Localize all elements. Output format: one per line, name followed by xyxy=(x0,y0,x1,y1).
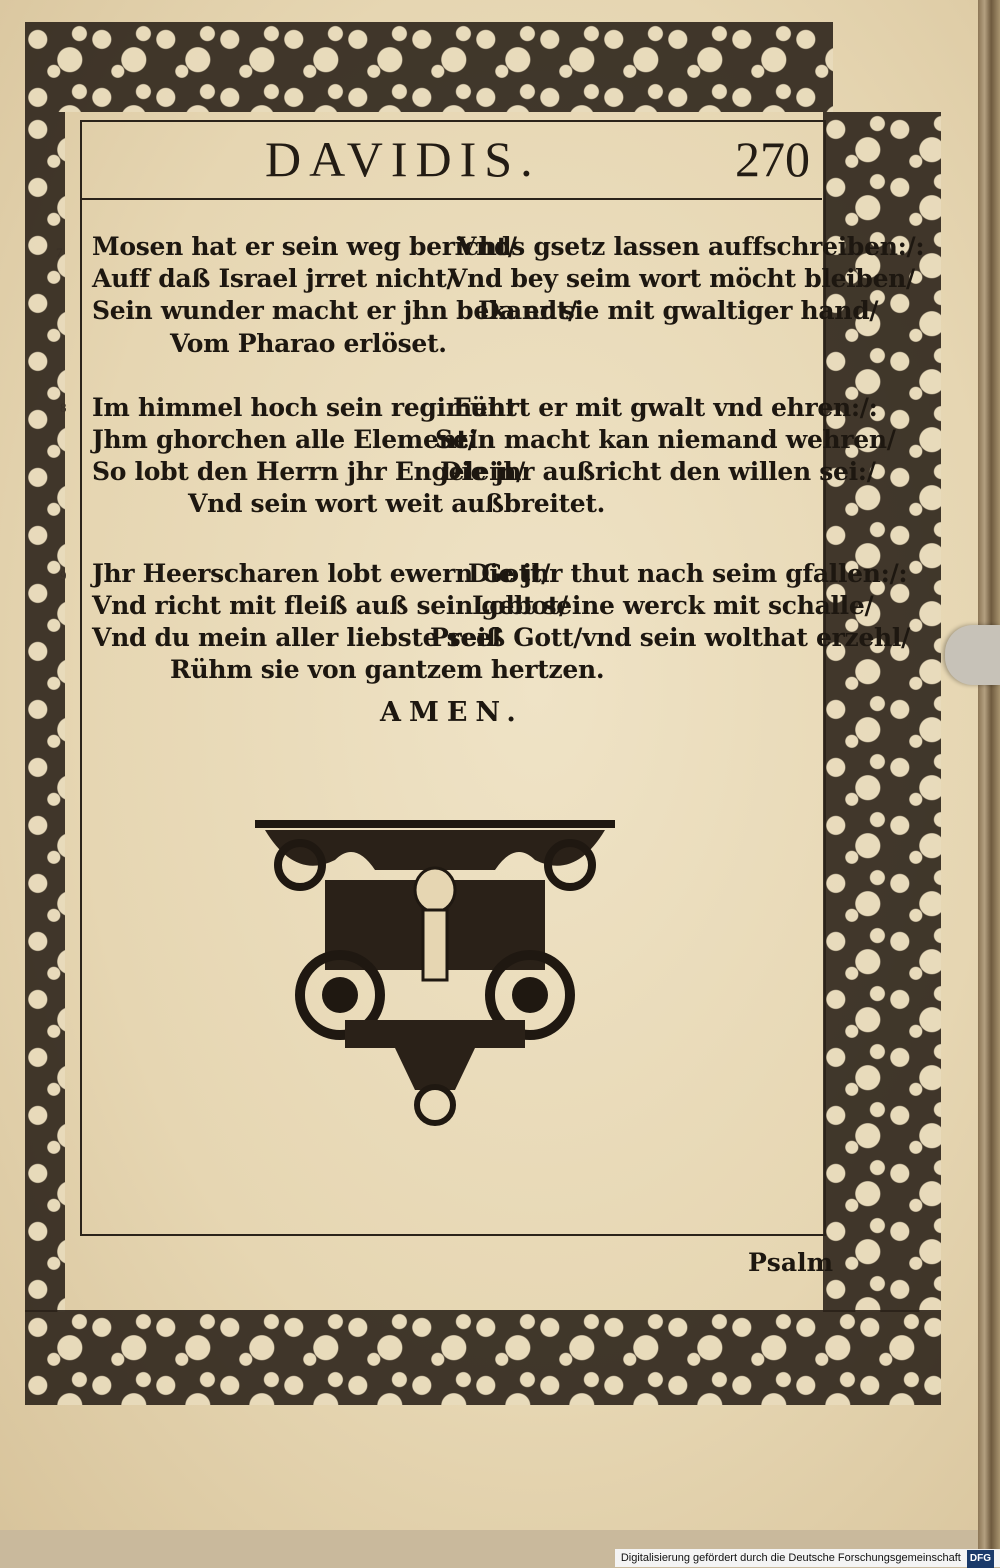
verse-line: Sein wunder macht er jhn bekandt/ xyxy=(92,296,577,325)
page-number: 270 xyxy=(735,131,810,187)
scan-tab-marker xyxy=(945,625,1000,685)
verse-line: Mosen hat er sein weg bericht/ xyxy=(92,232,517,261)
bottom-woodcut-border xyxy=(25,1310,941,1405)
verse-line: Preiß Gott/vnd sein wolthat erzehl/ xyxy=(430,623,910,652)
verse-line: Vom Pharao erlöset. xyxy=(170,329,447,358)
woodcut-tailpiece-ornament xyxy=(255,820,615,1130)
verse-line: Vnd sein wort weit außbreitet. xyxy=(188,489,606,518)
verse-line: Führt er mit gwalt vnd ehren:/: xyxy=(453,393,878,422)
verse-line: Lobt seine werck mit schalle/ xyxy=(472,591,874,620)
verse-line: Vnd du mein aller liebste seel xyxy=(92,623,501,652)
running-head: DAVIDIS. xyxy=(265,131,541,187)
verse-line: Vnd bey seim wort möcht bleiben/ xyxy=(448,264,915,293)
verse-line: Die jhr thut nach seim gfallen:/: xyxy=(468,559,908,588)
verse-number: 8 xyxy=(60,400,67,415)
verse-line: Jhm ghorchen alle Element/ xyxy=(92,425,477,454)
verse-line: Auff daß Israel jrret nicht/ xyxy=(92,264,456,293)
verse-line: Sein macht kan niemand wehren/ xyxy=(435,425,896,454)
verse-line: Im himmel hoch sein regiment xyxy=(92,393,517,422)
catchword: Psalm xyxy=(748,1248,834,1277)
book-edge xyxy=(978,0,1000,1567)
left-woodcut-border xyxy=(25,112,65,1312)
verse-line: Vnds gsetz lassen auffschreiben:/: xyxy=(457,232,925,261)
verse-line: So lobt den Herrn jhr Engelein/ xyxy=(92,457,525,486)
verse-line: Jhr Heerscharen lobt ewern Gott/ xyxy=(92,559,551,588)
header-rule xyxy=(80,198,822,200)
verse-line: Da er sie mit gwaltiger hand/ xyxy=(478,296,879,325)
verse-line: Rühm sie von gantzem hertzen. xyxy=(170,655,605,684)
verse-line: Vnd richt mit fleiß auß sein gebot/ xyxy=(92,591,568,620)
digitization-footer xyxy=(615,1549,1000,1567)
dfg-logo: DFG xyxy=(967,1550,994,1568)
amen-closing: AMEN. xyxy=(380,697,524,728)
verse-number: 7 xyxy=(56,245,63,260)
footer-credit: Digitalisierung gefördert durch die Deutsche Forschungsgemeinschaft xyxy=(620,1552,961,1564)
top-woodcut-border xyxy=(25,22,833,112)
verse-line: Die jhr außricht den willen sei:/ xyxy=(440,457,876,486)
verse-number: 9 xyxy=(60,568,67,583)
